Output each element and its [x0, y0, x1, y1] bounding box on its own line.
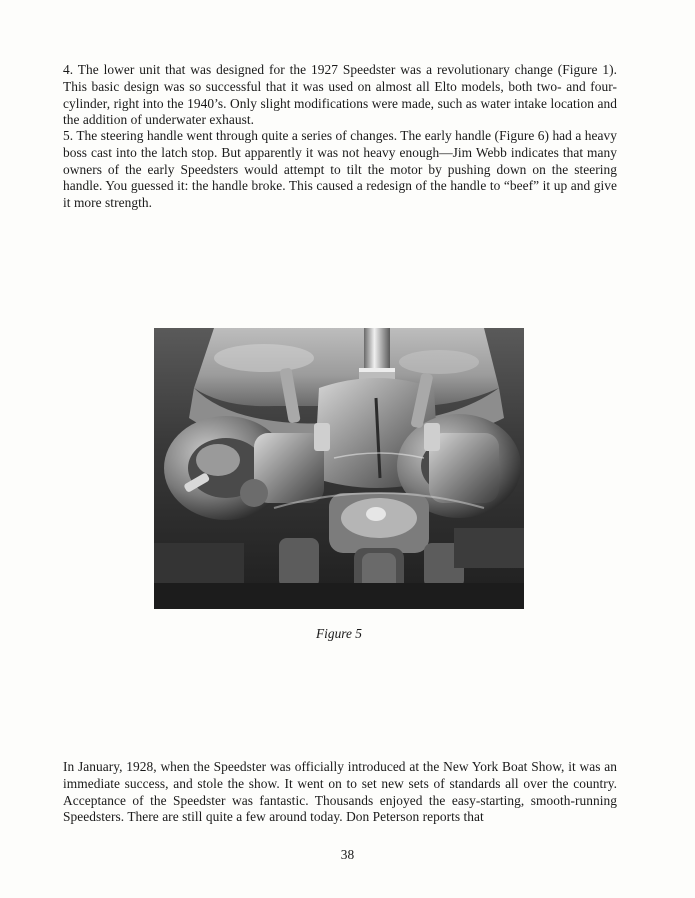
page-number: 38	[340, 847, 355, 862]
paragraph-speedster-introduction: In January, 1928, when the Speedster was officially introduced at the New York Boat Show, it was an immediate success, and stole the show. It went on to set new sets of standards all over the country. Acceptance of the Speedster was fantastic. Thousands enjoyed the easy-starting, smooth-running Speedsters. There are still quite a few around today. Don Peterson reports that	[63, 759, 617, 825]
figure-caption: Figure 5	[316, 626, 362, 641]
paragraph-lower-unit: 4. The lower unit that was designed for the 1927 Speedster was a revolutionary change (Figure 1). This basic design was so successful that it was used on almost all Elto models, both two- and four-cylinder, right into the 1940’s. Only slight modifications were made, such as water intake location and the addition of underwater exhaust.	[63, 62, 617, 128]
figure-5-photo	[154, 328, 524, 609]
paragraph-steering-handle: 5. The steering handle went through quite a series of changes. The early handle (Figure 6) had a heavy boss cast into the latch stop. But apparently it was not heavy enough—Jim Webb indicates that many owners of the early Speedsters would attempt to tilt the motor by pushing down on the steering handle. You guessed it: the handle broke. This caused a redesign of the handle to “beef” it up and give it more strength.	[63, 128, 617, 211]
